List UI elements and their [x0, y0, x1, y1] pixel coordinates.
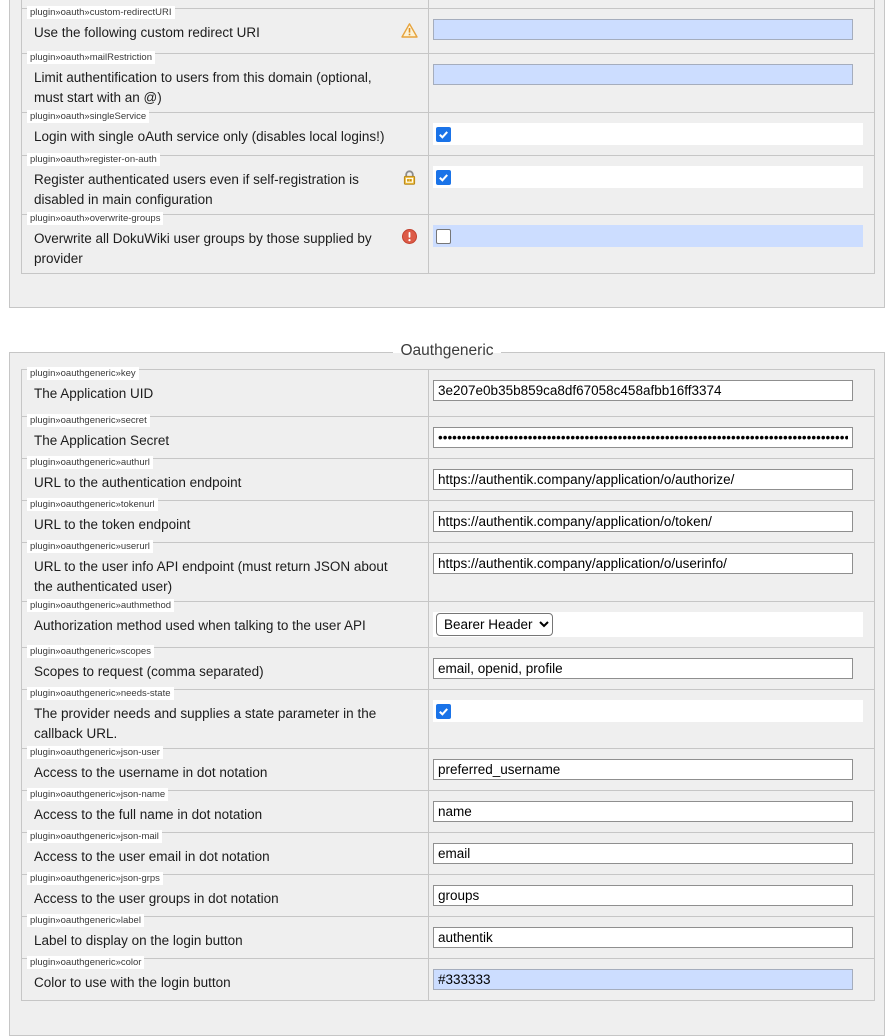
config-row-overwrite-groups	[22, 214, 874, 273]
section-oauth	[9, 0, 885, 308]
config-row-json-user	[22, 748, 874, 790]
setting-label: Register authenticated users even if self-registration is disabled in main configuration	[34, 172, 359, 207]
config-row-json-name	[22, 790, 874, 832]
application-uid-input[interactable]	[433, 380, 853, 401]
token-endpoint-input[interactable]	[433, 511, 853, 532]
config-key-chip: plugin»oauthgeneric»json-name	[27, 788, 168, 801]
config-row-register-on-auth	[22, 155, 874, 214]
application-secret-input[interactable]	[433, 427, 853, 448]
config-key-chip: plugin»oauthgeneric»tokenurl	[27, 498, 158, 511]
setting-label: Limit authentification to users from this domain (optional, must start with an @)	[34, 70, 372, 105]
json-grps-input[interactable]	[433, 885, 853, 906]
setting-label: Authorization method used when talking to the user API	[34, 618, 366, 633]
settings-table-oauthgeneric	[21, 369, 875, 1001]
login-button-color-input[interactable]	[433, 969, 853, 990]
checkbox-strip	[433, 123, 863, 145]
config-key-chip: plugin»oauthgeneric»authmethod	[27, 599, 174, 612]
setting-label: Login with single oAuth service only (disables local logins!)	[34, 129, 385, 144]
custom-redirect-uri-input[interactable]	[433, 19, 853, 40]
login-button-label-input[interactable]	[433, 927, 853, 948]
setting-label: Access to the full name in dot notation	[34, 807, 263, 822]
section-oauthgeneric	[9, 342, 885, 1036]
setting-label: The provider needs and supplies a state parameter in the callback URL.	[34, 706, 377, 741]
config-key-chip: plugin»oauthgeneric»json-mail	[27, 830, 162, 843]
config-row-needs-state	[22, 689, 874, 748]
checkbox-strip	[433, 225, 863, 247]
config-key-chip: plugin»oauth»singleService	[27, 110, 149, 123]
auth-endpoint-input[interactable]	[433, 469, 853, 490]
config-key-chip: plugin»oauthgeneric»authurl	[27, 456, 153, 469]
config-key-chip: plugin»oauthgeneric»userurl	[27, 540, 153, 553]
register-on-auth-checkbox[interactable]	[436, 170, 451, 185]
config-key-chip: plugin»oauth»mailRestriction	[27, 51, 155, 64]
config-row-tokenurl	[22, 500, 874, 542]
setting-label: Access to the username in dot notation	[34, 765, 268, 780]
config-row-userurl	[22, 542, 874, 601]
json-name-input[interactable]	[433, 801, 853, 822]
warning-icon	[401, 22, 418, 39]
setting-label: URL to the token endpoint	[34, 517, 191, 532]
single-service-checkbox[interactable]	[436, 127, 451, 142]
config-row-authurl	[22, 458, 874, 500]
config-key-chip: plugin»oauthgeneric»json-user	[27, 746, 163, 759]
lock-icon	[401, 169, 418, 186]
config-key-chip: plugin»oauth»register-on-auth	[27, 153, 160, 166]
config-row-json-mail	[22, 832, 874, 874]
config-row-mailRestriction	[22, 53, 874, 112]
setting-label: URL to the user info API endpoint (must return JSON about the authenticated user)	[34, 559, 388, 594]
config-row-secret	[22, 416, 874, 458]
json-mail-input[interactable]	[433, 843, 853, 864]
setting-label: Access to the user email in dot notation	[34, 849, 270, 864]
setting-label: Overwrite all DokuWiki user groups by those supplied by provider	[34, 231, 372, 266]
checkbox-strip	[433, 166, 863, 188]
setting-label: Scopes to request (comma separated)	[34, 664, 264, 679]
config-key-chip: plugin»oauth»custom-redirectURI	[27, 6, 175, 19]
scopes-input[interactable]	[433, 658, 853, 679]
config-key-chip: plugin»oauthgeneric»json-grps	[27, 872, 163, 885]
config-row-authmethod	[22, 601, 874, 647]
select-strip	[433, 612, 863, 637]
config-row-singleService	[22, 112, 874, 155]
error-icon	[401, 228, 418, 245]
config-key-chip: plugin»oauthgeneric»secret	[27, 414, 150, 427]
section-legend	[10, 340, 884, 361]
config-row-label	[22, 916, 874, 958]
setting-label: Use the following custom redirect URI	[34, 25, 260, 40]
needs-state-checkbox[interactable]	[436, 704, 451, 719]
settings-table-oauth	[21, 0, 875, 274]
userinfo-endpoint-input[interactable]	[433, 553, 853, 574]
authmethod-select[interactable]	[436, 613, 553, 636]
config-key-chip: plugin»oauthgeneric»color	[27, 956, 144, 969]
config-row-scopes	[22, 647, 874, 689]
config-key-chip: plugin»oauthgeneric»key	[27, 367, 139, 380]
config-key-chip: plugin»oauth»overwrite-groups	[27, 212, 163, 225]
checkbox-strip	[433, 700, 863, 722]
setting-label: Access to the user groups in dot notation	[34, 891, 279, 906]
config-key-chip: plugin»oauthgeneric»label	[27, 914, 144, 927]
section-title: Oauthgeneric	[393, 340, 500, 361]
config-row-custom-redirectURI	[22, 8, 874, 53]
json-user-input[interactable]	[433, 759, 853, 780]
setting-label: URL to the authentication endpoint	[34, 475, 242, 490]
config-row-json-grps	[22, 874, 874, 916]
setting-label: Label to display on the login button	[34, 933, 243, 948]
config-key-chip: plugin»oauthgeneric»needs-state	[27, 687, 174, 700]
mail-restriction-input[interactable]	[433, 64, 853, 85]
setting-label: Color to use with the login button	[34, 975, 231, 990]
config-key-chip: plugin»oauthgeneric»scopes	[27, 645, 154, 658]
setting-label: The Application Secret	[34, 433, 170, 448]
setting-label: The Application UID	[34, 386, 154, 401]
config-row-key	[22, 370, 874, 416]
overwrite-groups-checkbox[interactable]	[436, 229, 451, 244]
config-row-color	[22, 958, 874, 1000]
